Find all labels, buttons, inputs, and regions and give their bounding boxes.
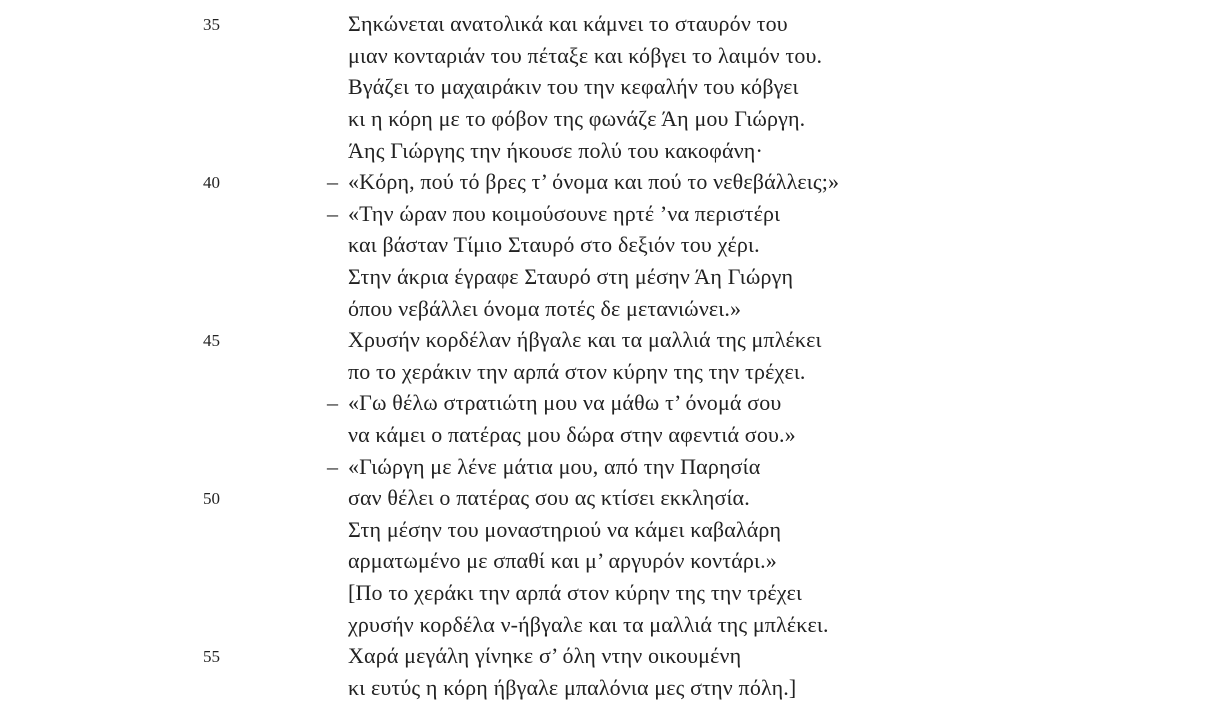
dialogue-dash: – [327,454,338,479]
poem-line [0,40,1224,72]
line-number: 50 [203,489,220,508]
poem-line [0,514,1224,546]
line-number: 35 [203,15,220,34]
verse-text: να κάμει ο πατέρας μου δώρα στην αφεντιά σου.» [348,422,796,447]
poem-line [0,672,1224,704]
poem-line [0,135,1224,167]
poem-line [0,640,1224,672]
verse-text: κι η κόρη με το φόβον της φωνάζε Άη μου Γιώργη. [348,106,806,131]
verse-text: «Την ώραν που κοιμούσουνε ηρτέ ’να περιστέρι [348,201,781,226]
verse-text: Άης Γιώργης την ήκουσε πολύ του κακοφάνη· [348,138,763,163]
poem-line [0,609,1224,641]
verse-text: όπου νεβάλλει όνομα ποτές δε μετανιώνει.» [348,296,742,321]
poem-line [0,198,1224,230]
poem-line [0,419,1224,451]
verse-text: Χρυσήν κορδέλαν ήβγαλε και τα μαλλιά της μπλέκει [348,327,822,352]
verse-text: Χαρά μεγάλη γίνηκε σ’ όλη ντην οικουμένη [348,643,742,668]
poem-line [0,103,1224,135]
dialogue-dash: – [327,390,338,415]
verse-text: χρυσήν κορδέλα ν-ήβγαλε και τα μαλλιά της μπλέκει. [348,612,829,637]
verse-text: Στην άκρια έγραφε Σταυρό στη μέσην Άη Γιώργη [348,264,794,289]
poem-line [0,482,1224,514]
line-number: 45 [203,331,220,350]
verse-text: και βάσταν Τίμιο Σταυρό στο δεξιόν του χέρι. [348,232,760,257]
verse-text: [Πο το χεράκι την αρπά στον κύρην της την τρέχει [348,580,803,605]
poem-line [0,71,1224,103]
verse-text: «Κόρη, πού τό βρες τ’ όνομα και πού το νεθεβάλλεις;» [348,169,840,194]
poem-line [0,451,1224,483]
line-number: 40 [203,173,220,192]
verse-text: «Γιώργη με λένε μάτια μου, από την Παρησία [348,454,761,479]
verse-text: κι ευτύς η κόρη ήβγαλε μπαλόνια μες στην πόλη.] [348,675,797,700]
dialogue-dash: – [327,169,338,194]
poem-line [0,356,1224,388]
verse-text: Σηκώνεται ανατολικά και κάμνει το σταυρόν του [348,11,788,36]
verse-text: πο το χεράκιν την αρπά στον κύρην της την τρέχει. [348,359,806,384]
verse-text: Στη μέσην του μοναστηριού να κάμει καβαλάρη [348,517,782,542]
poem-line [0,324,1224,356]
verse-text: «Γω θέλω στρατιώτη μου να μάθω τ’ όνομά σου [348,390,782,415]
poem-line [0,261,1224,293]
verse-text: αρματωμένο με σπαθί και μ’ αργυρόν κοντάρι.» [348,548,777,573]
verse-text: σαν θέλει ο πατέρας σου ας κτίσει εκκλησία. [348,485,750,510]
dialogue-dash: – [327,201,338,226]
poem-line [0,229,1224,261]
verse-text: Βγάζει το μαχαιράκιν του την κεφαλήν του κόβγει [348,74,799,99]
poem-line [0,166,1224,198]
line-number: 55 [203,647,220,666]
poem-line [0,8,1224,40]
verse-text: μιαν κονταριάν του πέταξε και κόβγει το λαιμόν του. [348,43,823,68]
poem-line [0,577,1224,609]
poem-line [0,545,1224,577]
poem-line [0,293,1224,325]
poem-line [0,387,1224,419]
